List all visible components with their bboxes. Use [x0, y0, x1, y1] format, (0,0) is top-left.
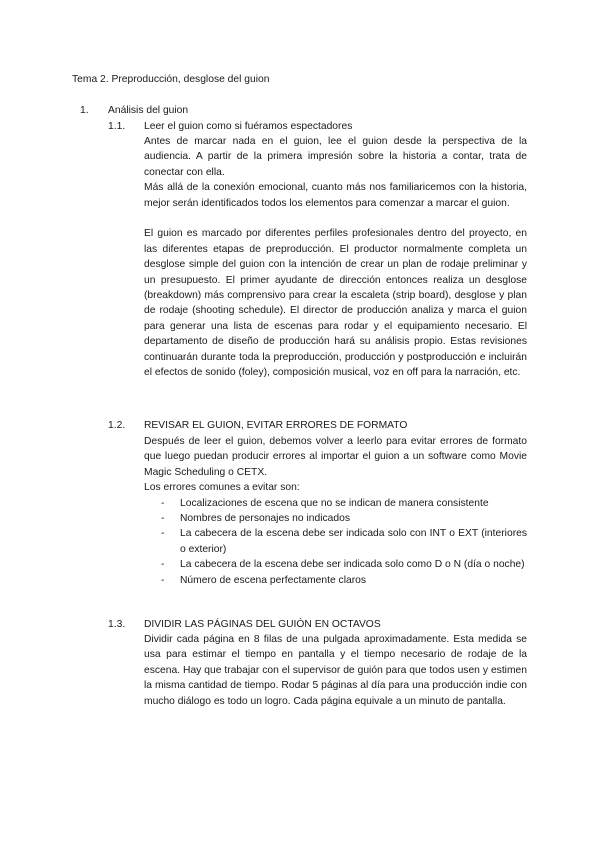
subsection-title: DIVIDIR LAS PÁGINAS DEL GUIÓN EN OCTAVOS [144, 619, 381, 630]
paragraph: Más allá de la conexión emocional, cuanto más nos familiaricemos con la historia, mejor serán identificados todos los elementos para comenzar a marcar el guion. [144, 182, 527, 209]
section-number: 1. [80, 105, 89, 116]
paragraph: El guion es marcado por diferentes perfiles profesionales dentro del proyecto, en las diferentes etapas de preproducción. El productor normalmente completa un desglose simple del guion con la intención de crear un plan de rodaje preliminar y un presupuesto. El primer ayudante de dirección entonces realiza un desglose (breakdown) más comprensivo para crear la escaleta (strip board), desglose y plan de rodaje (shooting schedule). El director de producción analiza y marca el guion para generar una lista de escenas para rodar y el equipamiento necesario. El departamento de diseño de producción hará su análisis propio. Estas revisiones continuarán durante toda la preproducción, producción y postproducción e incluirán el efectos de sonido (foley), composición musical, voz en off para la narración, etc. [144, 228, 527, 379]
section-title: Análisis del guion [108, 105, 189, 116]
subsection-body [144, 134, 527, 380]
subsection-body [144, 434, 527, 588]
subsection-number: 1.3. [108, 619, 126, 630]
list-marker: - [161, 528, 165, 540]
list-marker: - [161, 559, 165, 571]
list-item: - La cabecera de la escena debe ser indicada solo como D o N (día o noche) [144, 557, 527, 572]
list-marker: - [161, 497, 165, 509]
paragraph: Los errores comunes a evitar son: [144, 482, 300, 494]
subsection-body [144, 632, 527, 709]
subsection-number: 1.2. [108, 420, 126, 431]
paragraph: Después de leer el guion, debemos volver a leerlo para evitar errores de formato que luego puedan producir errores al importar el guion a un software como Movie Magic Scheduling o CETX. [144, 436, 527, 478]
subsection-number: 1.1. [108, 121, 126, 132]
paragraph: Dividir cada página en 8 filas de una pulgada aproximadamente. Esta medida se usa para estimar el tiempo en pantalla y el tiempo necesario de rodaje de la escena. Hay que trabajar con el supervisor de guión para que todos usen y estimen la misma cantidad de tiempo. Rodar 5 páginas al día para una producción indie con mucho diálogo es todo un logro. Cada página equivale a un minuto de pantalla. [144, 634, 527, 707]
list-marker: - [161, 513, 165, 525]
document-title: Tema 2. Preproducción, desglose del guion [72, 74, 270, 85]
list-item: - Localizaciones de escena que no se indican de manera consistente [144, 496, 527, 511]
subsection-title: REVISAR EL GUION, EVITAR ERRORES DE FORMATO [144, 420, 408, 431]
error-list [144, 496, 527, 588]
list-item: - La cabecera de la escena debe ser indicada solo con INT o EXT (interiores o exterior) [161, 528, 527, 555]
list-item: - Nombres de personajes no indicados [144, 511, 527, 526]
list-item: - Número de escena perfectamente claros [144, 573, 527, 588]
paragraph: Antes de marcar nada en el guion, lee el guion desde la perspectiva de la audiencia. A partir de la primera impresión sobre la historia a contar, trata de conectar con ella. [144, 136, 527, 178]
list-marker: - [161, 574, 165, 586]
subsection-title: Leer el guion como si fuéramos espectadores [144, 121, 353, 132]
